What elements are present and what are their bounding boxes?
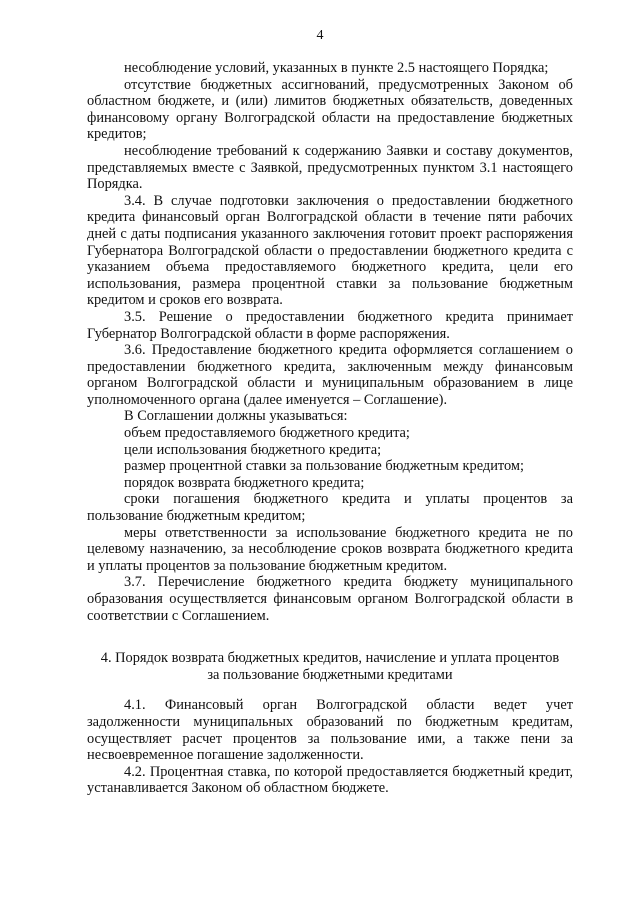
list-item: порядок возврата бюджетного кредита; [124,474,365,491]
list-item: сроки погашения бюджетного кредита и уплаты процентов за пользование бюджетным кредитом; [87,491,573,525]
paragraph-4-1: 4.1. Финансовый орган Волгоградской области ведет учет задолженности муниципальных образований по бюджетным кредитам, осуществляет расчет процентов за пользование ими, а также пени за несвоевременное погашение задолженности. [87,697,573,764]
paragraph-3-5: 3.5. Решение о предоставлении бюджетного кредита принимает Губернатор Волгоградской области в форме распоряжения. [87,308,573,342]
section-heading-line1: 4. Порядок возврата бюджетных кредитов, начисление и уплата процентов [100,650,560,667]
paragraph-3-7: 3.7. Перечисление бюджетного кредита бюджету муниципального образования осуществляется финансовым органом Волгоградской области в соответствии с Соглашением. [87,574,573,624]
paragraph-4-2: 4.2. Процентная ставка, по которой предоставляется бюджетный кредит, устанавливается Законом об областном бюджете. [87,763,573,797]
paragraph-3-4: 3.4. В случае подготовки заключения о предоставлении бюджетного кредита финансовый орган Волгоградской области в течение пяти рабочих дней с даты подписания указанного заключения готовит проект распоряжения Губернатора Волгоградской области о предоставлении бюджетного кредита с указанием объема предоставляемого бюджетного кредита, цели его использования, размера процентной ставки за пользование бюджетным кредитом и сроков его возврата. [87,192,573,309]
paragraph: отсутствие бюджетных ассигнований, предусмотренных Законом об областном бюджете, и (или) лимитов бюджетных обязательств, доведенных финансовому органу Волгоградской области на предоставление бюджетных кредитов; [87,76,573,143]
paragraph: несоблюдение условий, указанных в пункте 2.5 настоящего Порядка; [124,60,549,76]
paragraph: несоблюдение требований к содержанию Заявки и составу документов, представляемых вместе с Заявкой, предусмотренных пунктом 3.1 настоящего Порядка. [87,142,573,193]
list-item: размер процентной ставки за пользование бюджетным кредитом; [124,458,525,475]
document-body [87,60,573,797]
section-heading [87,650,573,683]
paragraph-3-6: 3.6. Предоставление бюджетного кредита оформляется соглашением о предоставлении бюджетного кредита, заключенным между финансовым органом Волгоградской области и муниципальным образованием в лице уполномоченного органа (далее именуется – Соглашение). [87,342,573,408]
list-item: меры ответственности за использование бюджетного кредита не по целевому назначению, за несоблюдение сроков возврата бюджетного кредита и уплаты процентов за пользование бюджетным кредитом. [87,524,573,574]
list-item: цели использования бюджетного кредита; [124,441,382,458]
page-number: 4 [316,28,324,43]
section-heading-line2: за пользование бюджетными кредитами [207,666,453,683]
list-item: объем предоставляемого бюджетного кредита; [124,425,410,442]
list-intro: В Соглашении должны указываться: [124,408,348,425]
